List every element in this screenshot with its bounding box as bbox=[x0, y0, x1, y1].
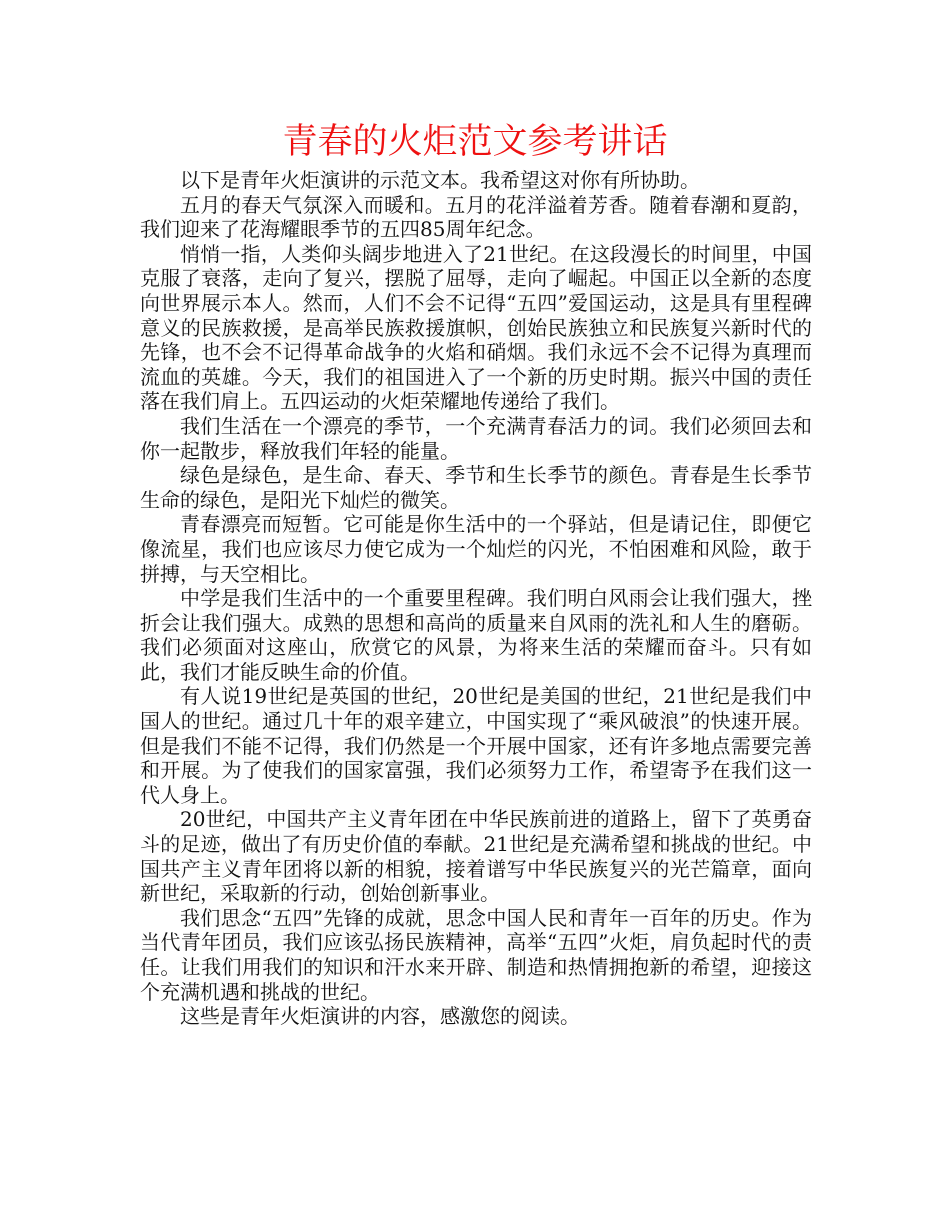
paragraph: 中学是我们生活中的一个重要里程碑。我们明白风雨会让我们强大，挫折会让我们强大。成熟的思想和高尚的质量来自风雨的洗礼和人生的磨砺。我们必须面对这座山，欣赏它的风景，为将来生活的荣耀而奋斗。只有如此，我们才能反映生命的价值。 bbox=[140, 586, 812, 684]
paragraph: 以下是青年火炬演讲的示范文本。我希望这对你有所协助。 bbox=[180, 168, 700, 192]
paragraph: 20世纪，中国共产主义青年团在中华民族前进的道路上，留下了英勇奋斗的足迹，做出了有历史价值的奉献。21世纪是充满希望和挑战的世纪。中国共产主义青年团将以新的相貌，接着谱写中华民族复兴的光芒篇章，面向新世纪，采取新的行动，创始创新事业。 bbox=[140, 807, 812, 906]
paragraph: 我们生活在一个漂亮的季节，一个充满青春活力的词。我们必须回去和你一起散步，释放我们年轻的能量。 bbox=[140, 413, 812, 463]
paragraph: 绿色是绿色，是生命、春天、季节和生长季节的颜色。青春是生长季节生命的绿色，是阳光下灿烂的微笑。 bbox=[140, 463, 812, 512]
paragraph: 青春漂亮而短暂。它可能是你生活中的一个驿站，但是请记住，即便它像流星，我们也应该尽力使它成为一个灿烂的闪光，不怕困难和风险，敢于拼搏，与天空相比。 bbox=[140, 512, 812, 586]
paragraph: 五月的春天气氛深入而暖和。五月的花洋溢着芳香。随着春潮和夏韵，我们迎来了花海耀眼季节的五四85周年纪念。 bbox=[140, 192, 812, 242]
paragraph: 有人说19世纪是英国的世纪，20世纪是美国的世纪，21世纪是我们中国人的世纪。通过几十年的艰辛建立，中国实现了“乘风破浪”的快速开展。但是我们不能不记得，我们仍然是一个开展中国家，还有许多地点需要完善和开展。为了使我们的国家富强，我们必须努力工作，希望寄予在我们这一代人身上。 bbox=[140, 684, 812, 807]
paragraph: 这些是青年火炬演讲的内容，感激您的阅读。 bbox=[180, 1004, 580, 1029]
paragraph: 悄悄一指，人类仰头阔步地进入了21世纪。在这段漫长的时间里，中国克服了衰落，走向了复兴，摆脱了屈辱，走向了崛起。中国正以全新的态度向世界展示本人。然而，人们不会不记得“五四”爱国运动，这是具有里程碑意义的民族救援，是高举民族救援旗帜，创始民族独立和民族复兴新时代的先锋，也不会不记得革命战争的火焰和硝烟。我们永远不会不记得为真理而流血的英雄。今天，我们的祖国进入了一个新的历史时期。振兴中国的责任落在我们肩上。五四运动的火炬荣耀地传递给了我们。 bbox=[140, 241, 812, 414]
document-title: 青春的火炬范文参考讲话 bbox=[282, 122, 668, 162]
paragraph: 我们思念“五四”先锋的成就，思念中国人民和青年一百年的历史。作为当代青年团员，我们应该弘扬民族精神，高举“五四”火炬，肩负起时代的责任。让我们用我们的知识和汗水来开辟、制造和热情拥抱新的希望，迎接这个充满机遇和挑战的世纪。 bbox=[140, 905, 812, 1004]
document-body bbox=[140, 168, 812, 1029]
